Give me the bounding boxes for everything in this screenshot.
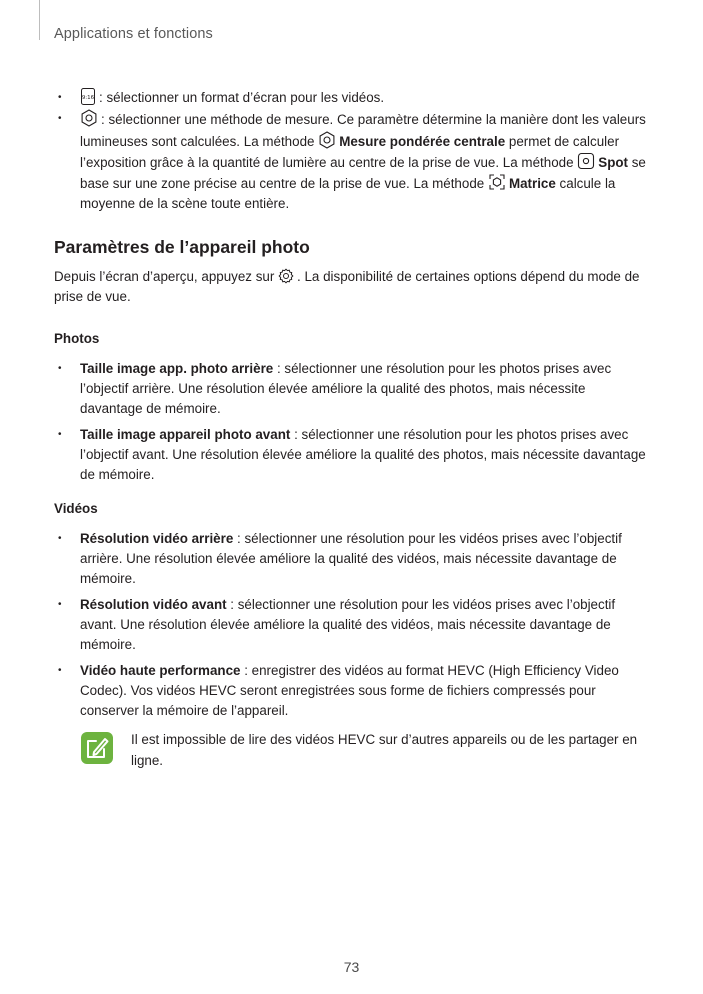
list-item (54, 595, 649, 656)
option-term: Résolution vidéo arrière (80, 530, 234, 546)
bullet-text: calcule la moyenne de la scène toute entière. (80, 176, 616, 212)
option-term: Taille image app. photo arrière (80, 360, 274, 376)
note-text: Il est impossible de lire des vidéos HEVC sur d’autres appareils ou de les partager en ligne. (131, 732, 638, 768)
option-desc: : sélectionner une résolution pour les vidéos prises avec l’objectif arrière. Une résolution élevée améliore la qualité des vidéos, mais nécessite davantage de mémoire. (80, 530, 622, 587)
aspect-ratio-icon (80, 88, 96, 105)
header-rule (39, 0, 40, 40)
gear-icon (278, 268, 294, 284)
intro-text: . La disponibilité de certaines options dépend du mode de prise de vue. (54, 268, 640, 305)
page-number: 73 (343, 959, 360, 975)
method-spot: Spot (598, 154, 629, 170)
photos-heading: Photos (54, 331, 100, 347)
list-item (54, 529, 649, 590)
option-term: Taille image appareil photo avant (80, 426, 291, 442)
note-box (54, 730, 649, 771)
bullet-text: : sélectionner une méthode de mesure. Ce paramètre détermine la manière dont les valeurs lumineuses sont calculées. La méthode (80, 112, 646, 149)
photos-list (54, 359, 649, 486)
option-desc: : sélectionner une résolution pour les photos prises avec l’objectif arrière. Une résolution élevée améliore la qualité des photos, mais nécessite davantage de mémoire. (80, 360, 612, 417)
list-item (54, 109, 649, 214)
bullet-text: permet de calculer l’exposition grâce à la quantité de lumière au centre de la prise de vue. La méthode (80, 133, 620, 170)
note-pen-icon (81, 732, 113, 764)
spot-icon (577, 152, 595, 170)
page-header-title: Applications et fonctions (54, 26, 213, 42)
bullet-text: : sélectionner un format d’écran pour les vidéos. (99, 90, 385, 105)
videos-list (54, 529, 649, 722)
option-term: Résolution vidéo avant (80, 596, 227, 612)
method-matrix: Matrice (508, 176, 556, 192)
svg-text:9:16: • 9:16 (81, 95, 95, 101)
section-intro (54, 267, 649, 308)
list-item (54, 359, 649, 420)
center-weighted-icon (318, 131, 336, 149)
page-content (54, 88, 649, 771)
section-title: Paramètres de l’appareil photo (54, 236, 310, 257)
method-center-weighted: Mesure pondérée centrale (339, 133, 506, 149)
intro-text: Depuis l’écran d’aperçu, appuyez sur (54, 268, 279, 284)
option-desc: : sélectionner une résolution pour les vidéos prises avec l’objectif avant. Une résolution élevée améliore la qualité des vidéos, mais nécessite davantage de mémoire. (80, 596, 616, 653)
videos-heading: Vidéos (54, 501, 98, 517)
option-term: Vidéo haute performance (80, 662, 241, 678)
list-item (54, 88, 649, 108)
bullet-text: se base sur une zone précise au centre de la prise de vue. La méthode (80, 154, 646, 192)
list-item (54, 661, 649, 722)
option-desc: : sélectionner une résolution pour les photos prises avec l’objectif avant. Une résolution élevée améliore la qualité des photos, mais nécessite davantage de mémoire. (80, 426, 646, 483)
metering-icon (80, 109, 98, 127)
option-desc: : enregistrer des vidéos au format HEVC (High Efficiency Video Codec). Vos vidéos HEVC seront enregistrées sous forme de fichiers compressés pour conserver la mémoire de l’appareil. (80, 662, 619, 719)
list-item (54, 425, 649, 486)
intro-bullet-list (54, 88, 649, 215)
matrix-icon (488, 173, 506, 191)
